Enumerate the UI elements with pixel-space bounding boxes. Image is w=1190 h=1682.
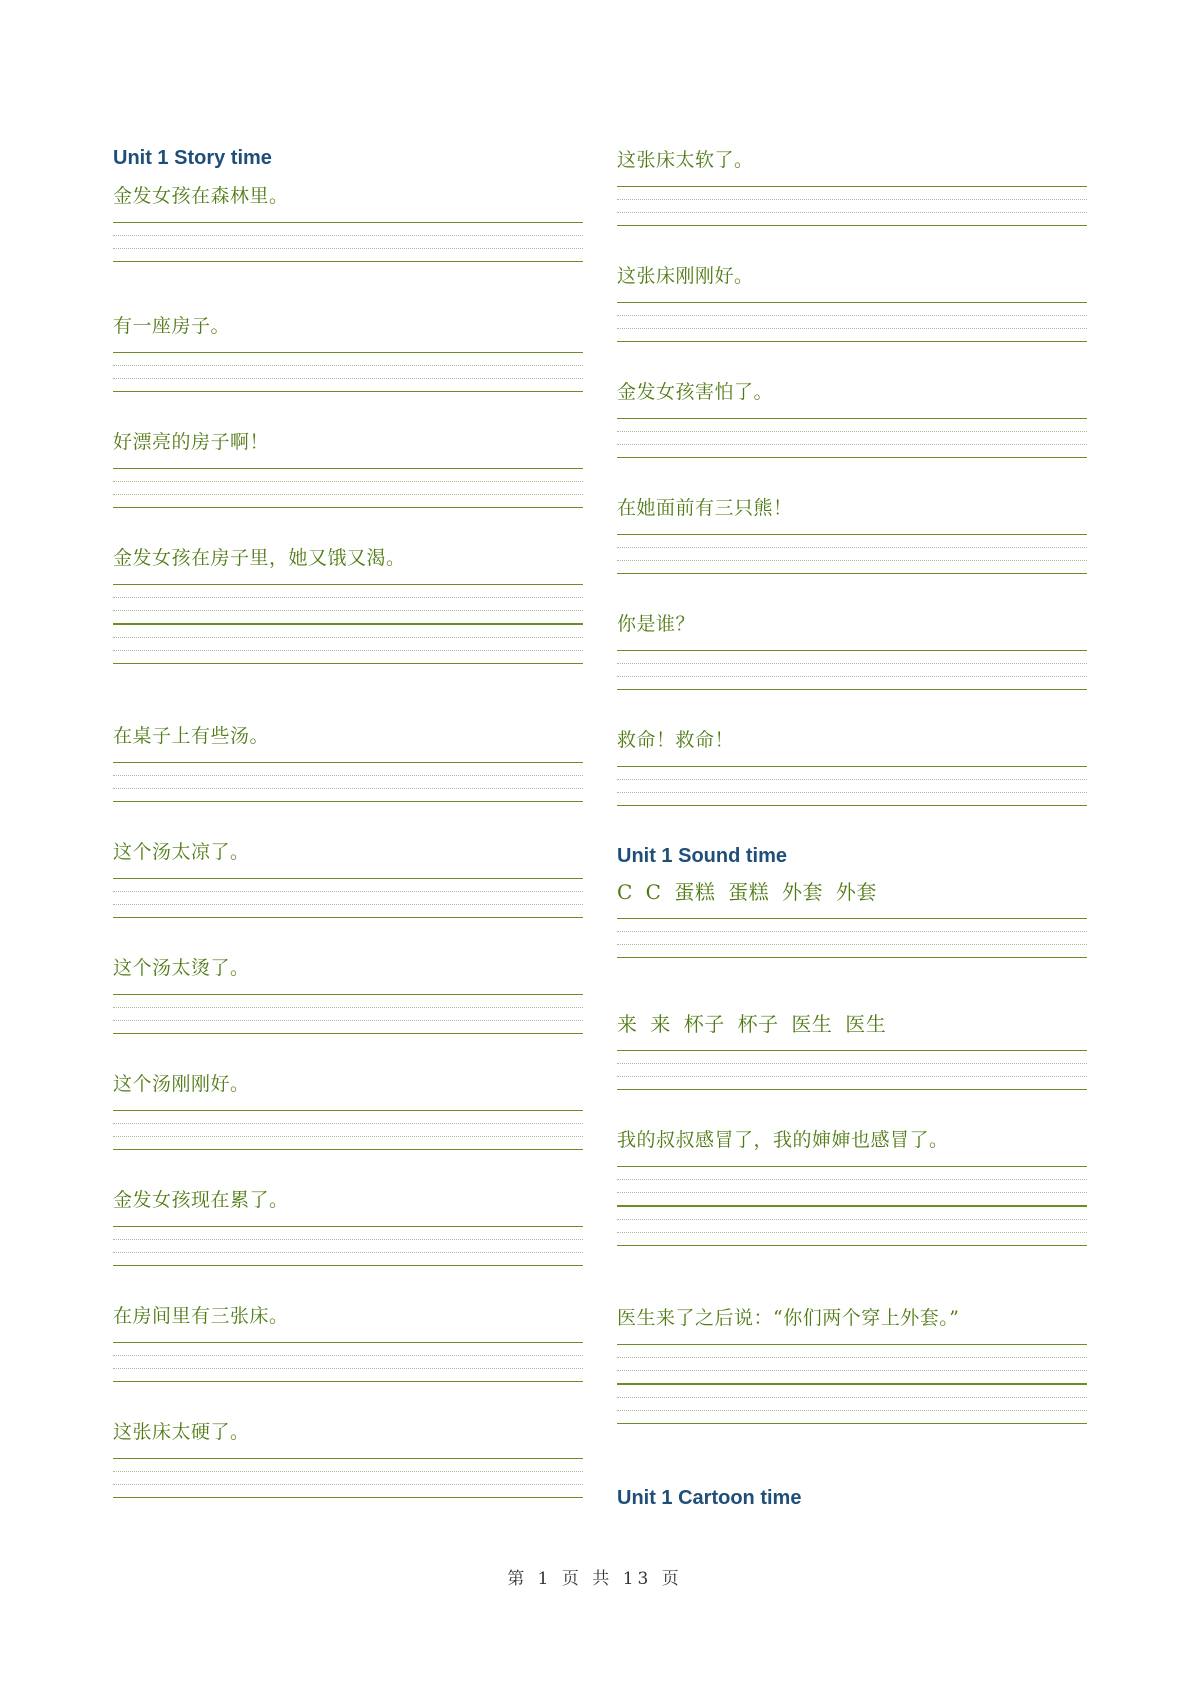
sentence-prompt: 来 来 杯子 杯子 医生 医生 [617, 1012, 887, 1036]
cartoon-time-heading: Unit 1 Cartoon time [617, 1487, 802, 1509]
writing-lines [617, 1166, 1087, 1206]
sentence-prompt: 金发女孩在房子里，她又饿又渴。 [113, 547, 406, 569]
writing-lines [617, 918, 1087, 958]
sentence-prompt: 我的叔叔感冒了，我的婶婶也感冒了。 [617, 1129, 949, 1151]
sentence-prompt: 这张床太硬了。 [113, 1421, 250, 1443]
writing-lines [617, 302, 1087, 342]
sentence-prompt: 有一座房子。 [113, 315, 231, 337]
writing-lines [113, 878, 583, 918]
writing-lines [113, 994, 583, 1034]
page-footer: 第 1 页 共 13 页 [507, 1569, 683, 1589]
sentence-prompt: 这张床刚刚好。 [617, 265, 754, 287]
writing-lines [617, 766, 1087, 806]
sentence-prompt: 金发女孩在森林里。 [113, 185, 289, 207]
writing-lines [113, 762, 583, 802]
sentence-prompt: 医生来了之后说：“你们两个穿上外套。” [617, 1307, 960, 1329]
writing-lines [617, 1384, 1087, 1424]
sentence-prompt: 在她面前有三只熊！ [617, 497, 793, 519]
writing-lines [617, 1206, 1087, 1246]
sentence-prompt: 这张床太软了。 [617, 149, 754, 171]
writing-lines [113, 1226, 583, 1266]
sound-time-heading: Unit 1 Sound time [617, 845, 787, 867]
writing-lines [617, 418, 1087, 458]
writing-lines [113, 468, 583, 508]
sentence-prompt: 金发女孩现在累了。 [113, 1189, 289, 1211]
sentence-prompt: 这个汤刚刚好。 [113, 1073, 250, 1095]
writing-lines [617, 650, 1087, 690]
writing-lines [113, 1342, 583, 1382]
writing-lines [113, 352, 583, 392]
story-time-heading: Unit 1 Story time [113, 147, 272, 169]
writing-lines [617, 1050, 1087, 1090]
writing-lines [113, 222, 583, 262]
sentence-prompt: 这个汤太烫了。 [113, 957, 250, 979]
writing-lines [113, 1458, 583, 1498]
sentence-prompt: 在房间里有三张床。 [113, 1305, 289, 1327]
sentence-prompt: 金发女孩害怕了。 [617, 381, 774, 403]
writing-lines [617, 186, 1087, 226]
writing-lines [113, 584, 583, 624]
writing-lines [617, 1344, 1087, 1384]
sentence-prompt: 在桌子上有些汤。 [113, 725, 270, 747]
sentence-prompt: C C 蛋糕 蛋糕 外套 外套 [617, 880, 877, 904]
sentence-prompt: 好漂亮的房子啊！ [113, 431, 270, 453]
sentence-prompt: 这个汤太凉了。 [113, 841, 250, 863]
sentence-prompt: 你是谁？ [617, 613, 696, 635]
writing-lines [113, 624, 583, 664]
writing-lines [617, 534, 1087, 574]
writing-lines [113, 1110, 583, 1150]
sentence-prompt: 救命！救命！ [617, 729, 735, 751]
